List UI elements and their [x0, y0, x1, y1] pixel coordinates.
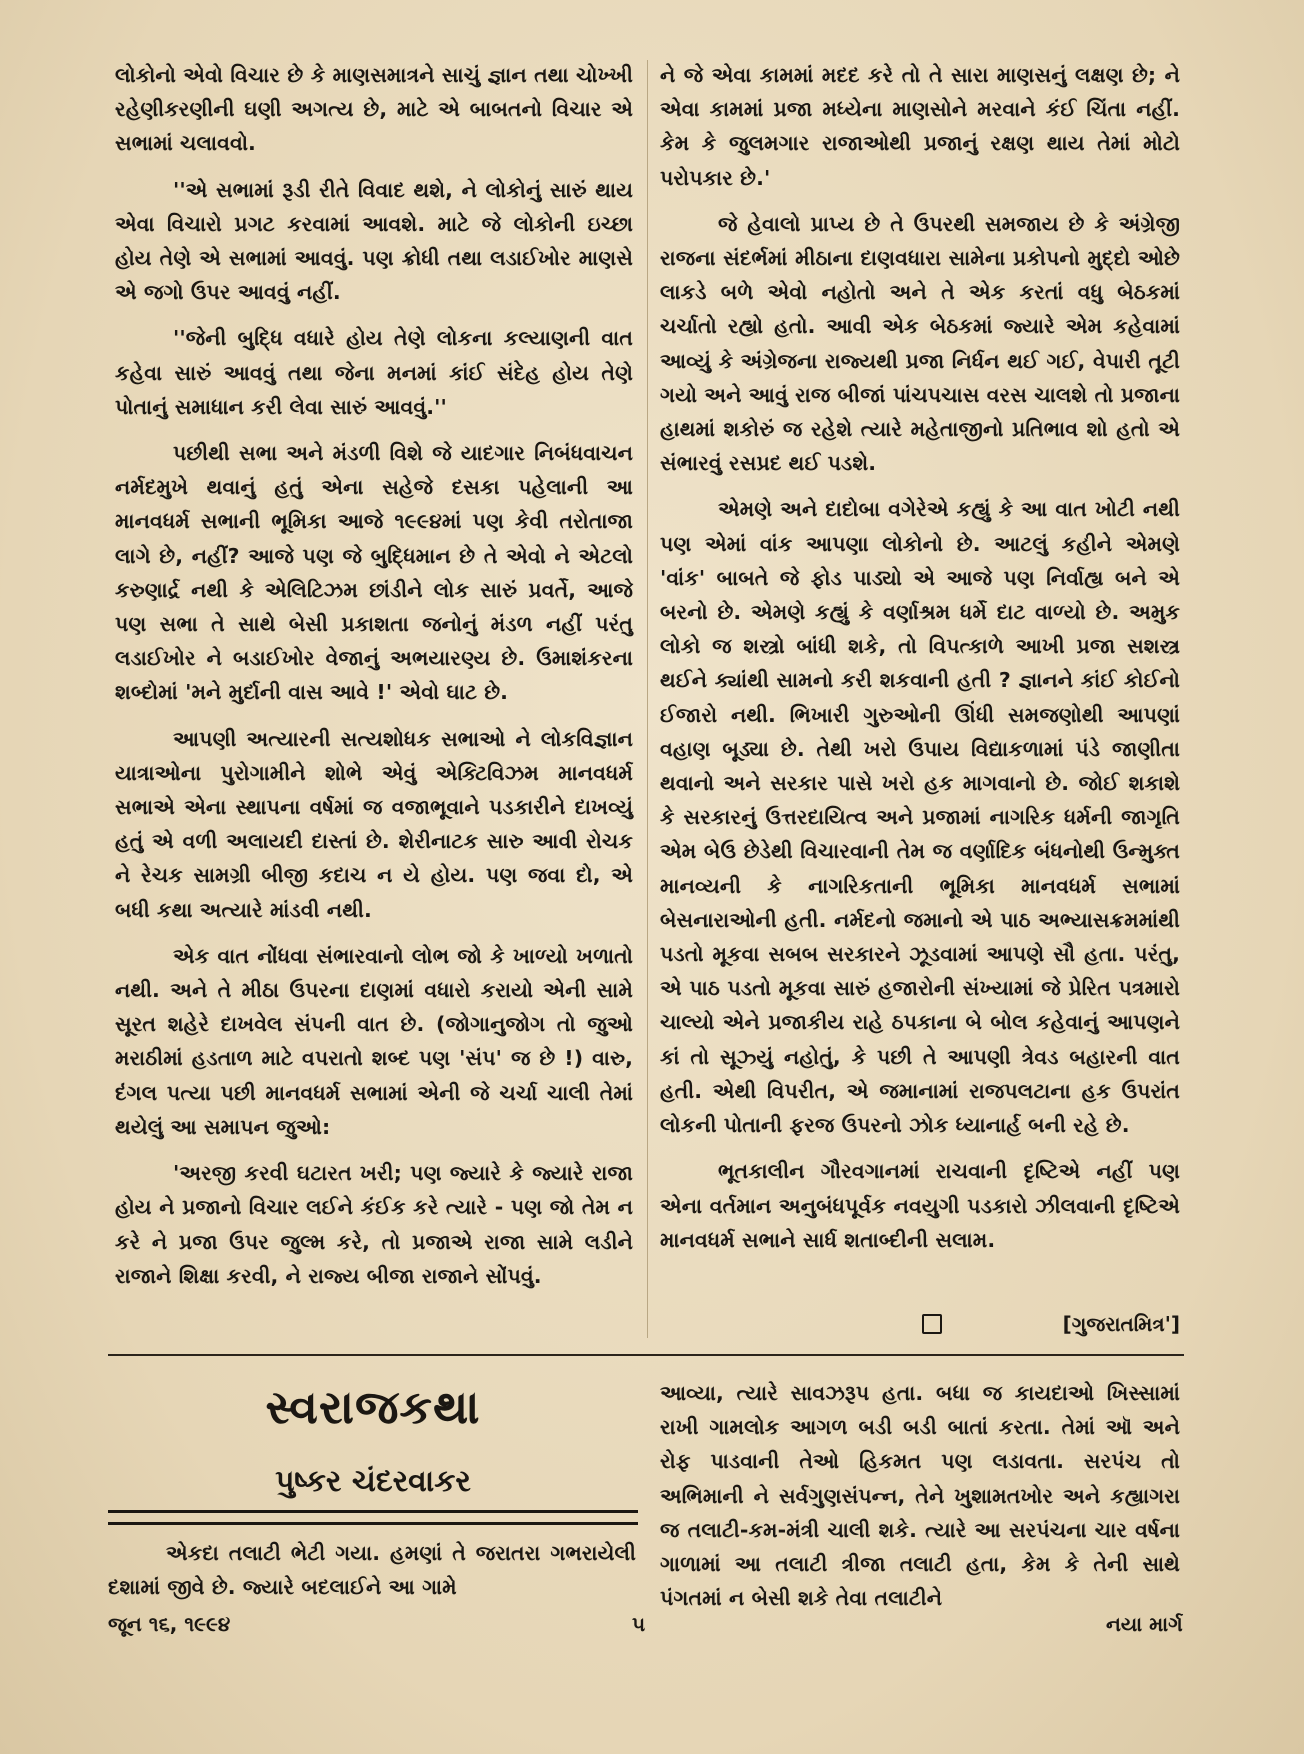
column-divider: [647, 60, 648, 1338]
footer-page-number: ૫: [632, 1612, 646, 1636]
paragraph: ''જેની બુદ્ધિ વધારે હોય તેણે લોકના કલ્યાણની વાત કહેવા સારું આવવું તથા જેના મનમાં કાંઈ સંદેહ હોય તેણે પોતાનું સમાધાન કરી લેવા સારું આવવું.'': [115, 326, 633, 419]
paragraph: જે હેવાલો પ્રાપ્ય છે તે ઉપરથી સમજાય છે કે અંગ્રેજી રાજના સંદર્ભમાં મીઠાના દાણવધારા સામેના પ્રકોપનો મુદ્દો ઓછે લાકડે બળે એવો નહોતો અને તે એક કરતાં વધુ બેઠકમાં ચર્ચાતો રહ્યો હતો. આવી એક બેઠકમાં જ્યારે એમ કહેવામાં આવ્યું કે અંગ્રેજના રાજ્યથી પ્રજા નિર્ધન થઈ ગઈ, વેપારી તૂટી ગયો અને આવું રાજ બીજાં પાંચપચાસ વરસ ચાલશે તો પ્રજાના હાથમાં શકોરું જ રહેશે ત્યારે મહેતાજીનો પ્રતિભાવ શો હતો એ સંભારવું રસપ્રદ થઈ પડશે.: [660, 211, 1180, 476]
story-column-left: [108, 1536, 636, 1616]
paragraph: ભૂતકાલીન ગૌરવગાનમાં રાચવાની દૃષ્ટિએ નહીં પણ એના વર્તમાન અનુબંધપૂર્વક નવયુગી પડકારો ઝીલવાની દૃષ્ટિએ માનવધર્મ સભાને સાર્ધ શતાબ્દીની સલામ.: [660, 1159, 1180, 1252]
section-divider: [108, 1354, 1184, 1356]
paragraph: આપણી અત્યારની સત્યશોધક સભાઓ ને લોકવિજ્ઞાન યાત્રાઓના પુરોગામીને શોભે એવું એક્ટિવિઝમ માનવધર્મ સભાએ એના સ્થાપના વર્ષમાં જ વજાભૂવાને પડકારીને દાખવ્યું હતું એ વળી અલાયદી દાસ્તાં છે. શેરીનાટક સારુ આવી રોચક ને રેચક સામગ્રી બીજી કદાચ ન યે હોય. પણ જવા દો, એ બધી કથા અત્યારે માંડવી નથી.: [115, 726, 633, 922]
story-author: પુષ્કર ચંદરવાકર: [275, 1464, 471, 1499]
paragraph: ''એ સભામાં રૂડી રીતે વિવાદ થશે, ને લોકોનું સારું થાય એવા વિચારો પ્રગટ કરવામાં આવશે. માટે જે લોકોની ઇચ્છા હોય તેણે એ સભામાં આવવું. પણ ક્રોધી તથા લડાઈખોર માણસે એ જગો ઉપર આવવું નહીં.: [115, 177, 633, 305]
article-column-left: [115, 58, 633, 1305]
footer-date: જૂન ૧૬, ૧૯૯૪: [108, 1612, 231, 1636]
paragraph: લોકોનો એવો વિચાર છે કે માણસમાત્રને સાચું જ્ઞાન તથા ચોખ્ખી રહેણીકરણીની ઘણી અગત્ય છે, માટે એ બાબતનો વિચાર એ સભામાં ચલાવવો.: [115, 63, 633, 156]
paragraph: પછીથી સભા અને મંડળી વિશે જે યાદગાર નિબંધવાચન નર્મદમુખે થવાનું હતું એના સહેજે દસકા પહેલાની આ માનવધર્મ સભાની ભૂમિકા આજે ૧૯૯૪માં પણ કેવી તરોતાજા લાગે છે, નહીં? આજે પણ જે બુદ્ધિમાન છે તે એવો ને એટલો કરુણાર્દ્ર નથી કે એલિટિઝમ છાંડીને લોક સારું પ્રવર્તે, આજે પણ સભા તે સાથે બેસી પ્રકાશતા જનોનું મંડળ નહીં પરંતુ લડાઈખોર ને બડાઈખોર વેજાનું અભયારણ્ય છે. ઉમાશંકરના શબ્દોમાં 'મને મુર્દાની વાસ આવે !' એવો ઘાટ છે.: [115, 441, 633, 705]
story-title: સ્વરાજકથા: [265, 1380, 481, 1434]
end-mark-icon: [922, 1314, 942, 1334]
paragraph: 'અરજી કરવી ઘટારત ખરી; પણ જ્યારે કે જ્યારે રાજા હોય ને પ્રજાનો વિચાર લઈને કંઈક કરે ત્યારે - પણ જો તેમ ન કરે ને પ્રજા ઉપર જુલ્મ કરે, તો પ્રજાએ રાજા સામે લડીને રાજાને શિક્ષા કરવી, ને રાજ્ય બીજા રાજાને સોંપવું.: [115, 1161, 633, 1288]
paragraph: આવ્યા, ત્યારે સાવઝરૂપ હતા. બધા જ કાયદાઓ ખિસ્સામાં રાખી ગામલોક આગળ બડી બડી બાતાં કરતા. તેમાં ઑ અને રોફ પાડવાની તેઓ હિકમત પણ લડાવતા. સરપંચ તો અભિમાની ને સર્વગુણસંપન્ન, તેને ખુશામતખોર અને કહ્યાગરા જ તલાટી-કમ-મંત્રી ચાલી શકે. ત્યારે આ સરપંચના ચાર વર્ષના ગાળામાં આ તલાટી ત્રીજા તલાટી હતા, કેમ કે તેની સાથે પંગતમાં ન બેસી શકે તેવા તલાટીને: [660, 1381, 1180, 1611]
article-source: [ગુજરાતમિત્ર']: [1062, 1312, 1180, 1336]
paragraph: એક વાત નોંધવા સંભારવાનો લોભ જો કે ખાળ્યો ખળાતો નથી. અને તે મીઠા ઉપરના દાણમાં વધારો કરાયો એની સામે સૂરત શહેરે દાખવેલ સંપની વાત છે. (જોગાનુજોગ તો જુઓ મરાઠીમાં હડતાળ માટે વપરાતો શબ્દ પણ 'સંપ' જ છે !) વારુ, દંગલ પત્યા પછી માનવધર્મ સભામાં એની જે ચર્ચા ચાલી તેમાં થયેલું આ સમાપન જુઓ:: [115, 943, 633, 1139]
article-column-right: [660, 58, 1180, 1269]
footer-publication: નયા માર્ગ: [1106, 1612, 1183, 1636]
paragraph: ને જે એવા કામમાં મદદ કરે તો તે સારા માણસનું લક્ષણ છે; ને એવા કામમાં પ્રજા મધ્યેના માણસોને મરવાને કંઈ ચિંતા નહીં. કેમ કે જુલમગાર રાજાઓથી પ્રજાનું રક્ષણ થાય તેમાં મોટો પરોપકાર છે.': [660, 63, 1180, 190]
paragraph: એમણે અને દાદોબા વગેરેએ કહ્યું કે આ વાત ખોટી નથી પણ એમાં વાંક આપણા લોકોનો છે. આટલું કહીને એમણે 'વાંક' બાબતે જે ફોડ પાડ્યો એ આજે પણ નિર્વાહ્ય બને એ બરનો છે. એમણે કહ્યું કે વર્ણાશ્રમ ધર્મે દાટ વાળ્યો છે. અમુક લોકો જ શસ્ત્રો બાંધી શકે, તો વિપત્કાળે આખી પ્રજા સશસ્ત્ર થઈને ક્યાંથી સામનો કરી શકવાની હતી ? જ્ઞાનને કાંઈ કોઈનો ઈજારો નથી. ભિખારી ગુરુઓની ઊંધી સમજણોથી આપણાં વહાણ બૂડ્યા છે. તેથી ખરો ઉપાય વિદ્યાકળામાં પંડે જાણીતા થવાનો અને સરકાર પાસે ખરો હક માગવાનો છે. જોઈ શકાશે કે સરકારનું ઉત્તરદાયિત્વ અને પ્રજામાં નાગરિક ધર્મની જાગૃતિ એમ બેઉ છેડેથી વિચારવાની તેમ જ વર્ણાદિક બંધનોથી ઉન્મુક્ત માનવ્યની કે નાગરિકતાની ભૂમિકા માનવધર્મ સભામાં બેસનારાઓની હતી. નર્મદનો જમાનો એ પાઠ અભ્યાસક્રમમાંથી પડતો મૂકવા સબબ સરકારને ઝૂડવામાં આપણે સૌ હતા. પરંતુ, એ પાઠ પડતો મૂકવા સારું હજારોની સંખ્યામાં જે પ્રેરિત પત્રમારો ચાલ્યો એને પ્રજાકીય રાહે ઠપકાના બે બોલ કહેવાનું આપણને કાં તો સૂઝ્યું નહોતું, કે પછી તે આપણી ત્રેવડ બહારની વાત હતી. એથી વિપરીત, એ જમાનામાં રાજપલટાના હક ઉપરાંત લોકની પોતાની ફરજ ઉપરનો ઝોક ધ્યાનાર્હ બની રહે છે.: [660, 497, 1180, 1138]
title-double-rule: [108, 1510, 638, 1525]
story-column-right: [660, 1376, 1180, 1627]
paragraph: એકદા તલાટી ભેટી ગયા. હમણાં તે જરાતરા ગભરાયેલી દશામાં જીવે છે. જ્યારે બદલાઈને આ ગામે: [108, 1541, 636, 1600]
